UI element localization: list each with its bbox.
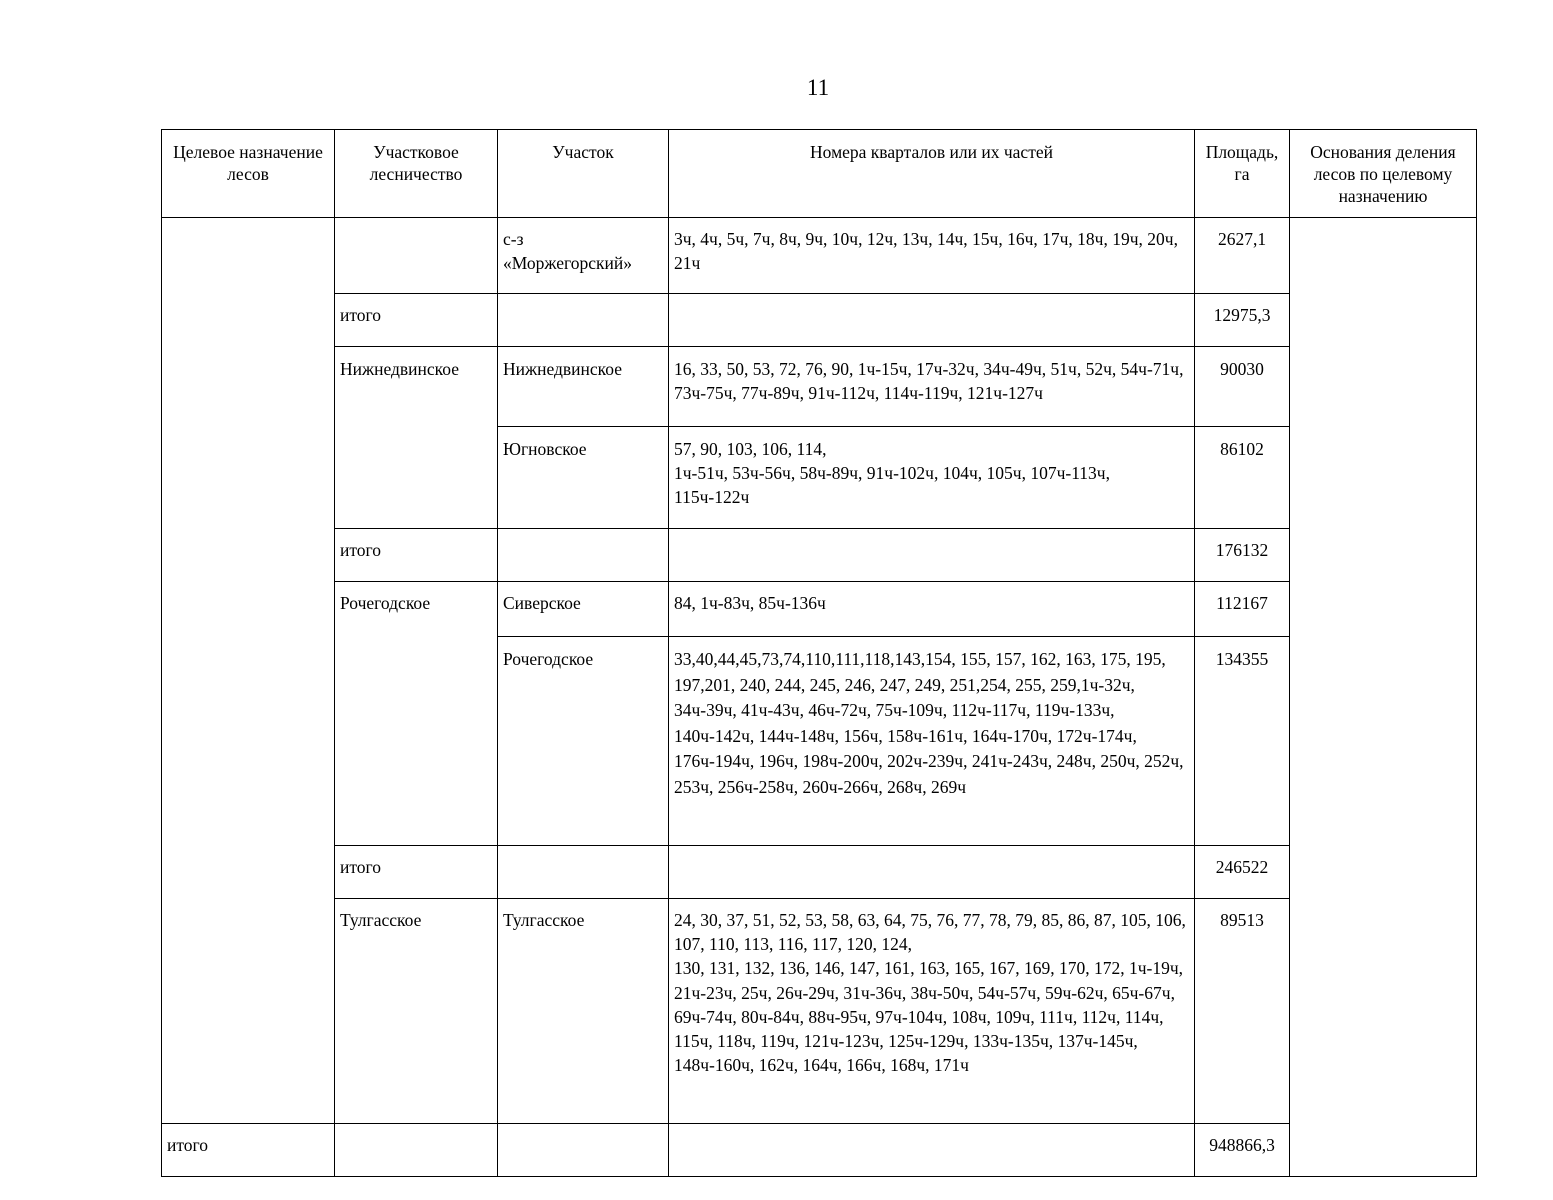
plot-line: «Моржегорский» — [503, 253, 632, 273]
area-cell: 112167 — [1195, 582, 1290, 637]
district-cell — [335, 1124, 498, 1177]
quarters-cell — [669, 846, 1195, 899]
area-cell: 90030 — [1195, 347, 1290, 427]
quarters-line: 24, 30, 37, 51, 52, 53, 58, 63, 64, 75, 76, 77, 78, 79, 85, 86, 87, 105, 106, 107, 110, 113, 116, 117, 120, 124, — [674, 910, 1186, 955]
basis-cell — [1290, 218, 1477, 1177]
quarters-cell: 16, 33, 50, 53, 72, 76, 90, 1ч-15ч, 17ч-32ч, 34ч-49ч, 51ч, 52ч, 54ч-71ч, 73ч-75ч, 77ч-89ч, 91ч-112ч, 114ч-119ч, 121ч-127ч — [669, 347, 1195, 427]
quarters-cell — [669, 899, 1195, 1124]
district-cell: Рочегодское — [335, 582, 498, 846]
district-total-cell: итого — [335, 294, 498, 347]
header-basis: Основания деления лесов по целевому назначению — [1290, 130, 1477, 218]
table-row — [162, 294, 1477, 347]
plot-cell — [498, 846, 669, 899]
header-district: Участковое лесничество — [335, 130, 498, 218]
quarters-line: 1ч-51ч, 53ч-56ч, 58ч-89ч, 91ч-102ч, 104ч, 105ч, 107ч-113ч, 115ч-122ч — [674, 463, 1110, 507]
area-cell: 948866,3 — [1195, 1124, 1290, 1177]
quarters-cell: 3ч, 4ч, 5ч, 7ч, 8ч, 9ч, 10ч, 12ч, 13ч, 14ч, 15ч, 16ч, 17ч, 18ч, 19ч, 20ч, 21ч — [669, 218, 1195, 294]
district-cell: Тулгасское — [335, 899, 498, 1124]
plot-cell: Нижнедвинское — [498, 347, 669, 427]
area-cell: 176132 — [1195, 529, 1290, 582]
area-cell: 134355 — [1195, 637, 1290, 846]
quarters-line: 57, 90, 103, 106, 114, — [674, 439, 827, 459]
table-row — [162, 582, 1477, 637]
area-cell: 2627,1 — [1195, 218, 1290, 294]
quarters-cell — [669, 529, 1195, 582]
quarters-cell: 33,40,44,45,73,74,110,111,118,143,154, 155, 157, 162, 163, 175, 195, 197,201, 240, 244, 245, 246, 247, 249, 251,254, 255, 259,1ч-32ч, 34ч-39ч, 41ч-43ч, 46ч-72ч, 75ч-109ч, 112ч-117ч, 119ч-133ч, 140ч-142ч, 144ч-148ч, 156ч, 158ч-161ч, 164ч-170ч, 172ч-174ч, 176ч-194ч, 196ч, 198ч-200ч, 202ч-239ч, 241ч-243ч, 248ч, 250ч, 252ч, 253ч, 256ч-258ч, 260ч-266ч, 268ч, 269ч — [669, 637, 1195, 846]
header-plot: Участок — [498, 130, 669, 218]
quarters-line: 130, 131, 132, 136, 146, 147, 161, 163, 165, 167, 169, 170, 172, 1ч-19ч, 21ч-23ч, 25ч, 26ч-29ч, 31ч-36ч, 38ч-50ч, 54ч-57ч, 59ч-62ч, 65ч-67ч, 69ч-74ч, 80ч-84ч, 88ч-95ч, 97ч-104ч, 108ч, 109ч, 111ч, 112ч, 114ч, 115ч, 118ч, 119ч, 121ч-123ч, 125ч-129ч, 133ч-135ч, 137ч-145ч, 148ч-160ч, 162ч, 164ч, 166ч, 168ч, 171ч — [674, 958, 1184, 1076]
table-header-row — [162, 130, 1477, 218]
table-row — [162, 1124, 1477, 1177]
plot-cell — [498, 1124, 669, 1177]
plot-cell: Тулгасское — [498, 899, 669, 1124]
header-purpose: Целевое назначение лесов — [162, 130, 335, 218]
forest-purpose-table — [161, 129, 1477, 1177]
area-cell: 246522 — [1195, 846, 1290, 899]
plot-cell — [498, 294, 669, 347]
table-row — [162, 899, 1477, 1124]
area-cell: 86102 — [1195, 427, 1290, 529]
plot-cell: Сиверское — [498, 582, 669, 637]
plot-line: с-з — [503, 229, 524, 249]
district-total-cell: итого — [335, 529, 498, 582]
table-row — [162, 529, 1477, 582]
area-cell: 12975,3 — [1195, 294, 1290, 347]
plot-cell — [498, 529, 669, 582]
district-cell — [335, 218, 498, 294]
table-row — [162, 846, 1477, 899]
purpose-cell — [162, 218, 335, 1124]
plot-cell — [498, 218, 669, 294]
table-row — [162, 347, 1477, 427]
quarters-cell — [669, 427, 1195, 529]
district-cell: Нижнедвинское — [335, 347, 498, 529]
header-quarters: Номера кварталов или их частей — [669, 130, 1195, 218]
quarters-cell: 84, 1ч-83ч, 85ч-136ч — [669, 582, 1195, 637]
page-number: 11 — [806, 75, 830, 100]
area-cell: 89513 — [1195, 899, 1290, 1124]
district-total-cell: итого — [335, 846, 498, 899]
header-area: Площадь, га — [1195, 130, 1290, 218]
quarters-cell — [669, 294, 1195, 347]
table-row — [162, 218, 1477, 294]
quarters-cell — [669, 1124, 1195, 1177]
plot-cell: Югновское — [498, 427, 669, 529]
grand-total-cell: итого — [162, 1124, 335, 1177]
plot-cell: Рочегодское — [498, 637, 669, 846]
